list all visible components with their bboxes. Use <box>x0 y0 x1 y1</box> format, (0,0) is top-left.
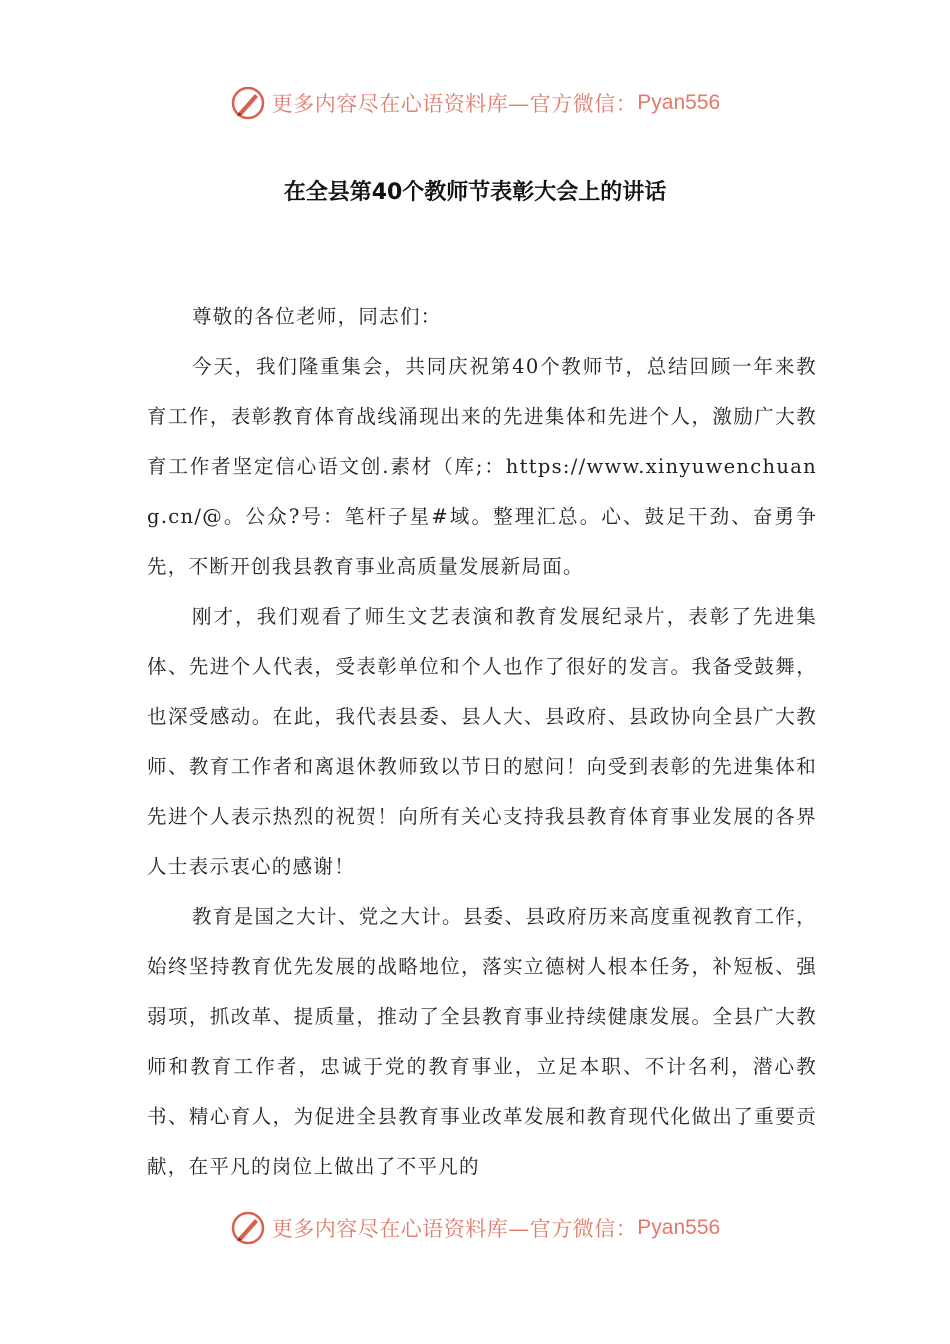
header-banner <box>0 83 950 123</box>
document-body <box>147 292 817 1192</box>
paragraph-3: 教育是国之大计、党之大计。县委、县政府历来高度重视教育工作，始终坚持教育优先发展的战略地位，落实立德树人根本任务，补短板、强弱项，抓改革、提质量，推动了全县教育事业持续健康发展。全县广大教师和教育工作者，忠诚于党的教育事业，立足本职、不计名利，潜心教书、精心育人，为促进全县教育事业改革发展和教育现代化做出了重要贡献，在平凡的岗位上做出了不平凡的 <box>147 905 817 1178</box>
paragraph-1: 今天，我们隆重集会，共同庆祝第40个教师节，总结回顾一年来教育工作，表彰教育体育战线涌现出来的先进集体和先进个人，激励广大教育工作者坚定信心语文创.素材（库;：https://www.xinyuwenchuang.cn/@。公众?号：笔杆子星#域。整理汇总。心、鼓足干劲、奋勇争先，不断开创我县教育事业高质量发展新局面。 <box>147 355 817 578</box>
salutation: 尊敬的各位老师，同志们： <box>192 305 442 328</box>
document-title: 在全县第40个教师节表彰大会上的讲话 <box>283 180 667 205</box>
pen-logo-icon <box>230 85 266 121</box>
header-banner-text: 更多内容尽在心语资料库—官方微信： <box>271 92 638 116</box>
footer-wechat-id: Pyan556 <box>637 1216 721 1239</box>
header-wechat-id: Pyan556 <box>637 91 721 114</box>
pen-logo-icon <box>230 1210 266 1246</box>
footer-banner <box>0 1208 950 1248</box>
paragraph-2: 刚才，我们观看了师生文艺表演和教育发展纪录片，表彰了先进集体、先进个人代表，受表彰单位和个人也作了很好的发言。我备受鼓舞，也深受感动。在此，我代表县委、县人大、县政府、县政协向全县广大教师、教育工作者和离退休教师致以节日的慰问！向受到表彰的先进集体和先进个人表示热烈的祝贺！向所有关心支持我县教育体育事业发展的各界人士表示衷心的感谢！ <box>147 605 817 878</box>
footer-banner-text: 更多内容尽在心语资料库—官方微信： <box>271 1217 638 1241</box>
